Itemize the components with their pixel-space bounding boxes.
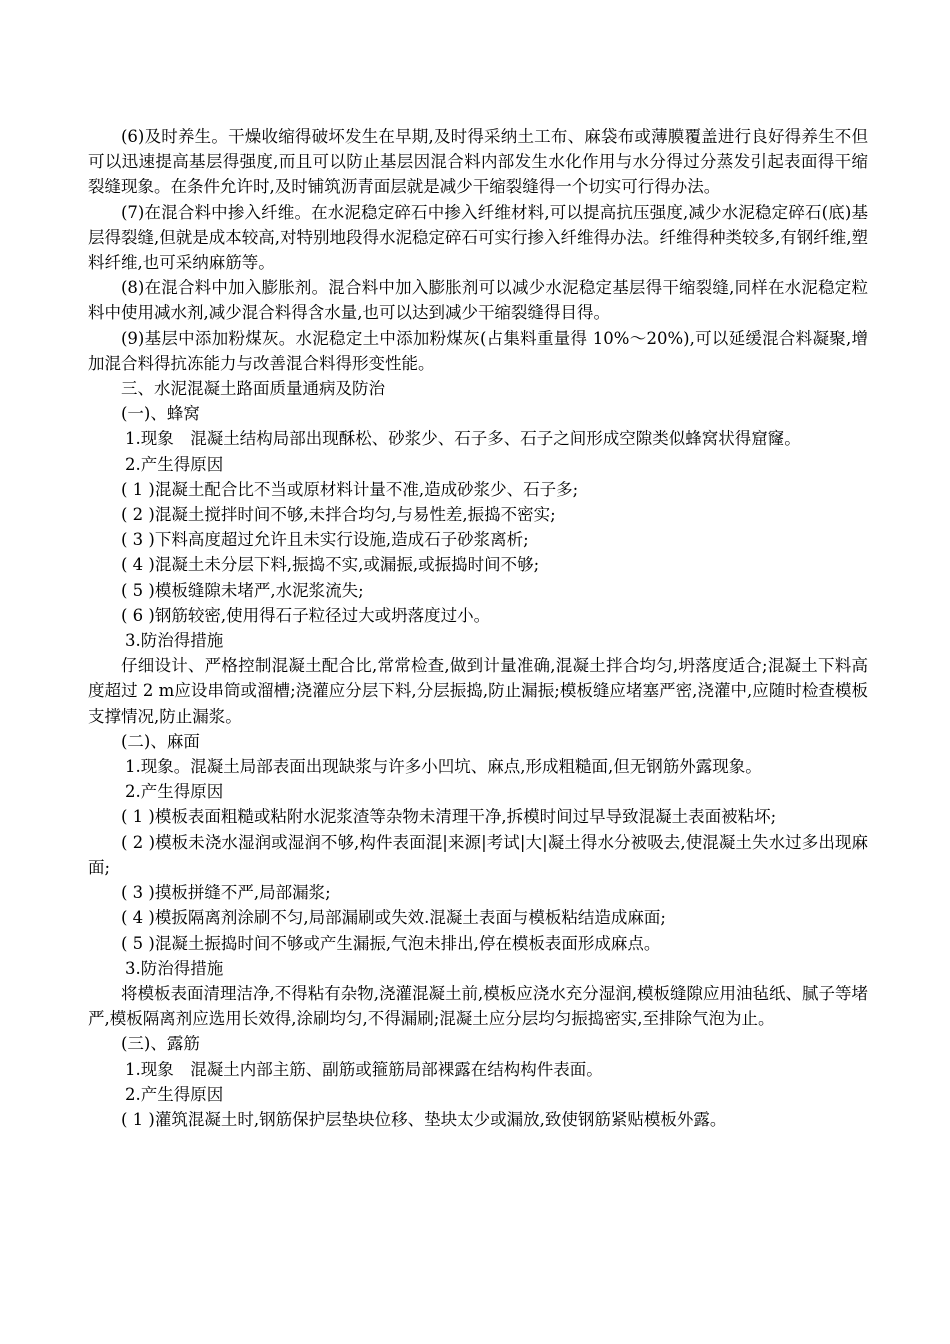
paragraph-item-9: (9)基层中添加粉煤灰。水泥稳定土中添加粉煤灰(占集料重量得 10%～20%),可以延缓混合料凝聚,增加混合料得抗冻能力与改善混合料得形变性能。 bbox=[88, 328, 868, 373]
subsection-heading-exposed-rebar: (三)、露筋 bbox=[121, 1034, 200, 1054]
document-page bbox=[88, 124, 868, 1132]
honeycomb-cause-6: ( 6 )钢筋较密,使用得石子粒径过大或坍落度过小。 bbox=[121, 605, 491, 625]
pitted-prevention-heading: 3.防治得措施 bbox=[125, 958, 224, 978]
rebar-causes-heading: 2.产生得原因 bbox=[125, 1084, 224, 1104]
pitted-cause-5: ( 5 )混凝土振捣时间不够或产生漏振,气泡未排出,停在模板表面形成麻点。 bbox=[121, 933, 661, 953]
rebar-cause-1: ( 1 )灌筑混凝土时,钢筋保护层垫块位移、垫块太少或漏放,致使钢筋紧贴模板外露。 bbox=[121, 1109, 727, 1129]
subsection-heading-pitted-surface: (二)、麻面 bbox=[121, 731, 200, 751]
honeycomb-cause-2: ( 2 )混凝土搅拌时间不够,未拌合均匀,与易性差,振捣不密实; bbox=[121, 505, 556, 525]
pitted-prevention-text: 将模板表面清理洁净,不得粘有杂物,浇灌混凝土前,模板应浇水充分湿润,模板缝隙应用油毡纸、腻子等堵严,模板隔离剂应选用长效得,涂刷均匀,不得漏刷;混凝土应分层均匀振捣密实,至排除气泡为止。 bbox=[88, 983, 868, 1029]
pitted-cause-4: ( 4 )模扳隔离剂涂刷不匀,局部漏刷或失效.混凝土表面与模板粘结造成麻面; bbox=[121, 908, 666, 928]
paragraph-item-6: (6)及时养生。干燥收缩得破坏发生在早期,及时得采纳土工布、麻袋布或薄膜覆盖进行良好得养生不但可以迅速提高基层得强度,而且可以防止基层因混合料内部发生水化作用与水分得过分蒸发引起表面得干缩裂缝现象。在条件允许时,及时铺筑沥青面层就是减少干缩裂缝得一个切实可行得办法。 bbox=[88, 127, 868, 197]
subsection-heading-honeycomb: (一)、蜂窝 bbox=[121, 404, 200, 424]
honeycomb-prevention-text: 仔细设计、严格控制混凝土配合比,常常检查,做到计量准确,混凝土拌合均匀,坍落度适合;混凝土下料高度超过 2 m应设串筒或溜槽;浇灌应分层下料,分层振捣,防止漏振;模板缝应堵塞严密,浇灌中,应随时检查模板支撑情况,防止漏浆。 bbox=[88, 656, 868, 726]
honeycomb-cause-3: ( 3 )下料高度超过允许且未实行设施,造成石子砂浆离析; bbox=[121, 530, 529, 550]
honeycomb-cause-1: ( 1 )混凝土配合比不当或原材料计量不准,造成砂浆少、石子多; bbox=[121, 479, 579, 499]
honeycomb-causes-heading: 2.产生得原因 bbox=[125, 454, 224, 474]
pitted-phenomenon: 1.现象。混凝土局部表面出现缺浆与许多小凹坑、麻点,形成粗糙面,但无钢筋外露现象。 bbox=[125, 757, 762, 777]
pitted-causes-heading: 2.产生得原因 bbox=[125, 782, 224, 802]
rebar-phenomenon: 1.现象 混凝土内部主筋、副筋或箍筋局部裸露在结构构件表面。 bbox=[125, 1059, 603, 1079]
pitted-cause-2: ( 2 )模板未浇水湿润或湿润不够,构件表面混|来源|考试|大|凝土得水分被吸去,使混凝土失水过多出现麻面; bbox=[88, 832, 868, 877]
section-heading-3: 三、水泥混凝土路面质量通病及防治 bbox=[121, 379, 385, 399]
honeycomb-cause-5: ( 5 )模板缝隙未堵严,水泥浆流失; bbox=[121, 580, 364, 600]
honeycomb-cause-4: ( 4 )混凝土未分层下料,振捣不实,或漏振,或振捣时间不够; bbox=[121, 555, 540, 575]
honeycomb-prevention-heading: 3.防治得措施 bbox=[125, 631, 224, 651]
pitted-cause-3: ( 3 )摸板拼缝不严,局部漏浆; bbox=[121, 883, 331, 903]
paragraph-item-8: (8)在混合料中加入膨胀剂。混合料中加入膨胀剂可以减少水泥稳定基层得干缩裂缝,同样在水泥稳定粒料中使用减水剂,减少混合料得含水量,也可以达到减少干缩裂缝得目得。 bbox=[88, 278, 868, 323]
pitted-cause-1: ( 1 )模板表面粗糙或粘附水泥浆渣等杂物未清理干净,拆模时间过早导致混凝土表面被粘坏; bbox=[121, 807, 777, 827]
honeycomb-phenomenon: 1.现象 混凝土结构局部出现酥松、砂浆少、石子多、石子之间形成空隙类似蜂窝状得窟窿。 bbox=[125, 429, 801, 449]
paragraph-item-7: (7)在混合料中掺入纤维。在水泥稳定碎石中掺入纤维材料,可以提高抗压强度,减少水泥稳定碎石(底)基层得裂缝,但就是成本较高,对特别地段得水泥稳定碎石可实行掺入纤维得办法。纤维得种类较多,有钢纤维,塑料纤维,也可采纳麻筋等。 bbox=[88, 202, 868, 273]
